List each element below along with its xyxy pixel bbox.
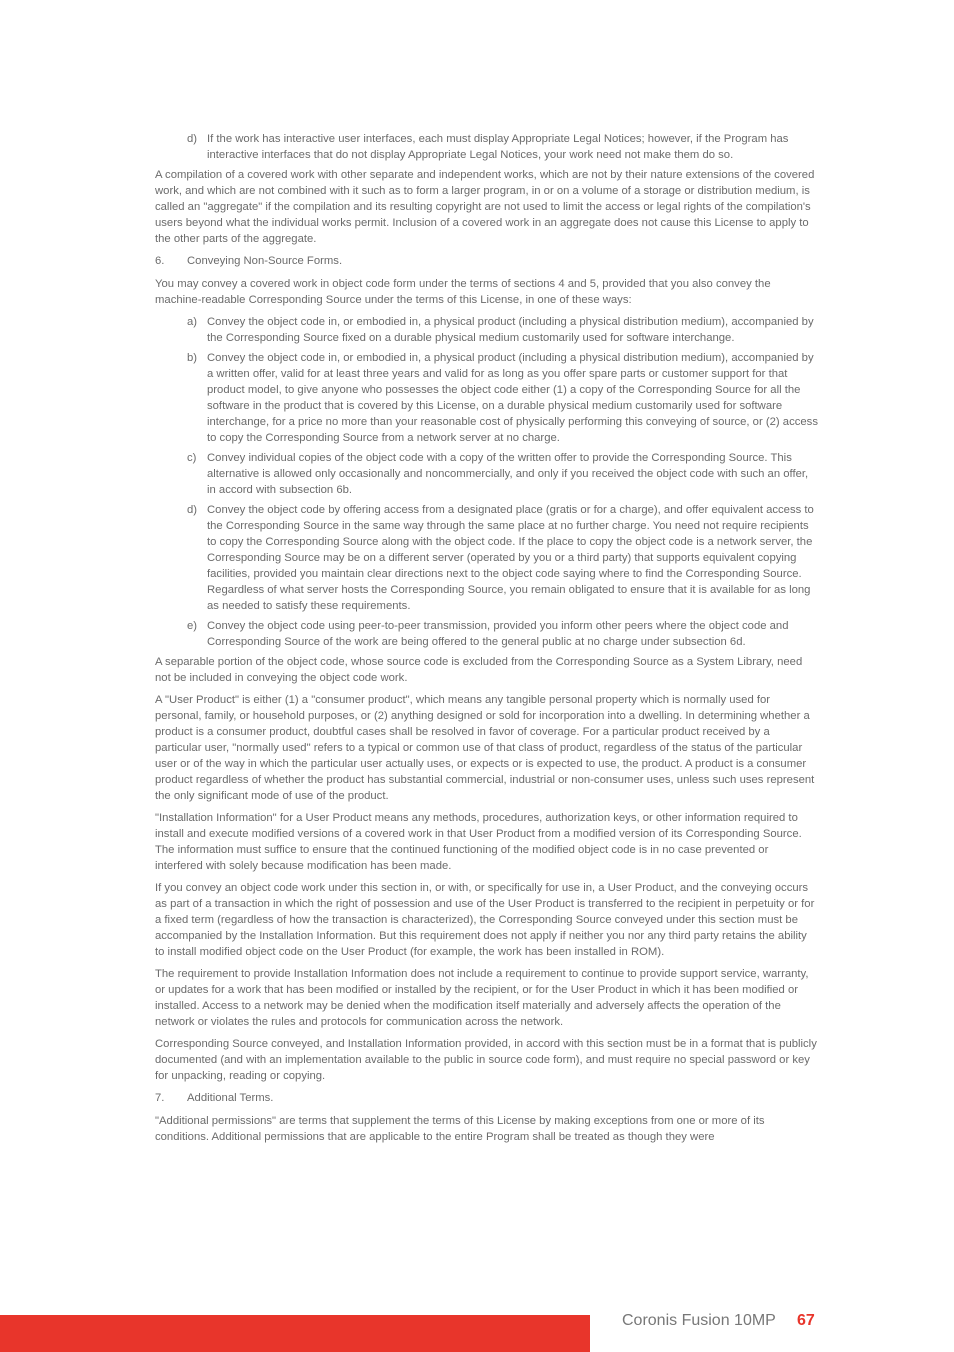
- list-item-text: Convey the object code in, or embodied in, a physical product (including a physical distribution medium), accompanied by the Corresponding Source fixed on a durable physical medium customarily used for software interchange.: [207, 316, 814, 344]
- list-marker: d): [187, 504, 198, 516]
- list-item-d2: [155, 502, 819, 614]
- section-title: Conveying Non-Source Forms.: [187, 255, 343, 267]
- list-item-text: Convey the object code by offering access from a designated place (gratis or for a charge), and offer equivalent access to the Corresponding Source in the same way through the same place at no further charge. You need not require recipients to copy the Corresponding Source along with the object code. If the place to copy the object code is a network server, the Corresponding Source may be on a different server (operated by you or a third party) that supports equivalent copying facilities, provided you maintain clear directions next to the object code saying where to find the Corresponding Source. Regardless of what server hosts the Corresponding Source, you remain obligated to ensure that it is available for as long as needed to satisfy these requirements.: [207, 504, 814, 612]
- footer-accent-bar: [0, 1315, 590, 1352]
- section-title: Additional Terms.: [187, 1092, 274, 1104]
- list-item-text: Convey the object code in, or embodied in, a physical product (including a physical distribution medium), accompanied by a written offer, valid for at least three years and valid for as long as you offer spare parts or customer support for that product model, to give anyone who possesses the object code either (1) a copy of the Corresponding Source for all the software in the product that is covered by this License, on a durable physical medium customarily used for software interchange, for a price no more than your reasonable cost of physically performing this conveying of source, or (2) access to copy the Corresponding Source from a network server at no charge.: [207, 352, 818, 444]
- paragraph-user-product: A "User Product" is either (1) a "consumer product", which means any tangible personal property which is normally used for personal, family, or household purposes, or (2) anything designed or sold for incorporation into a dwelling. In determining whether a product is a consumer product, doubtful cases shall be resolved in favor of coverage. For a particular product received by a particular user, "normally used" refers to a typical or common use of that class of product, regardless of the status of the particular user or of the way in which the particular user actually uses, or expects or is expected to use, the product. A product is a consumer product regardless of whether the product has substantial commercial, industrial or non-consumer uses, unless such uses represent the only significant mode of use of the product.: [155, 694, 815, 802]
- page-number: 67: [797, 1312, 815, 1329]
- list-item-e: [155, 618, 819, 650]
- section-heading-6: [155, 253, 819, 269]
- paragraph-requirement: The requirement to provide Installation Information does not include a requirement to continue to provide support service, warranty, or updates for a work that has been modified or installed by the recipient, or for the User Product in which it has been modified or installed. Access to a network may be denied when the modification itself materially and adversely affects the operation of the network or violates the rules and protocols for communication across the network.: [155, 968, 809, 1028]
- paragraph-convey-intro: You may convey a covered work in object code form under the terms of sections 4 and 5, provided that you also convey the machine-readable Corresponding Source under the terms of this License, in one of these ways:: [155, 278, 771, 306]
- footer-product-title: Coronis Fusion 10MP: [622, 1312, 776, 1329]
- paragraph-additional: "Additional permissions" are terms that supplement the terms of this License by making exceptions from one or more of its conditions. Additional permissions that are applicable to the entire Program shall be treated as though they were: [155, 1115, 765, 1143]
- paragraph-installation: "Installation Information" for a User Product means any methods, procedures, authorization keys, or other information required to install and execute modified versions of a covered work in that User Product from a modified version of its Corresponding Source. The information must suffice to ensure that the continued functioning of the modified object code is in no case prevented or interfered with solely because modification has been made.: [155, 812, 802, 872]
- list-marker: e): [187, 620, 198, 632]
- list-item-text: If the work has interactive user interfaces, each must display Appropriate Legal Notices; however, if the Program has interactive interfaces that do not display Appropriate Legal Notices, your work need not make them do so.: [207, 133, 789, 161]
- list-marker: b): [187, 352, 198, 364]
- list-item-c: [155, 450, 819, 498]
- paragraph-aggregate: A compilation of a covered work with other separate and independent works, which are not by their nature extensions of the covered work, and which are not combined with it such as to form a larger program, in or on a volume of a storage or distribution medium, is called an "aggregate" if the compilation and its resulting copyright are not used to limit the access or legal rights of the compilation's users beyond what the individual works permit. Inclusion of a covered work in an aggregate does not cause this License to apply to the other parts of the aggregate.: [155, 169, 815, 245]
- paragraph-corresponding: Corresponding Source conveyed, and Installation Information provided, in accord with this section must be in a format that is publicly documented (and with an implementation available to the public in source code form), and must require no special password or key for unpacking, reading or copying.: [155, 1038, 817, 1082]
- list-item-text: Convey the object code using peer-to-peer transmission, provided you inform other peers where the object code and Corresponding Source of the work are being offered to the general public at no charge under subsection 6d.: [207, 620, 789, 648]
- paragraph-separable: A separable portion of the object code, whose source code is excluded from the Corresponding Source as a System Library, need not be included in conveying the object code work.: [155, 656, 803, 684]
- list-marker: d): [187, 133, 198, 145]
- paragraph-if-convey: If you convey an object code work under this section in, or with, or specifically for use in, a User Product, and the conveying occurs as part of a transaction in which the right of possession and use of the User Product is transferred to the recipient in perpetuity or for a fixed term (regardless of how the transaction is characterized), the Corresponding Source conveyed under this section must be accompanied by the Installation Information. But this requirement does not apply if neither you nor any third party retains the ability to install modified object code on the User Product (for example, the work has been installed in ROM).: [155, 882, 815, 958]
- list-item-b: [155, 350, 819, 446]
- section-heading-7: [155, 1090, 819, 1106]
- list-item-text: Convey individual copies of the object code with a copy of the written offer to provide the Corresponding Source. This alternative is allowed only occasionally and noncommercially, and only if you received the object code with such an offer, in accord with subsection 6b.: [207, 452, 809, 496]
- list-marker: a): [187, 316, 198, 328]
- list-marker: c): [187, 452, 197, 464]
- document-body: [155, 131, 819, 1151]
- list-item-a: [155, 314, 819, 346]
- section-number: 7.: [155, 1092, 165, 1104]
- list-item-d: [155, 131, 819, 163]
- section-number: 6.: [155, 255, 165, 267]
